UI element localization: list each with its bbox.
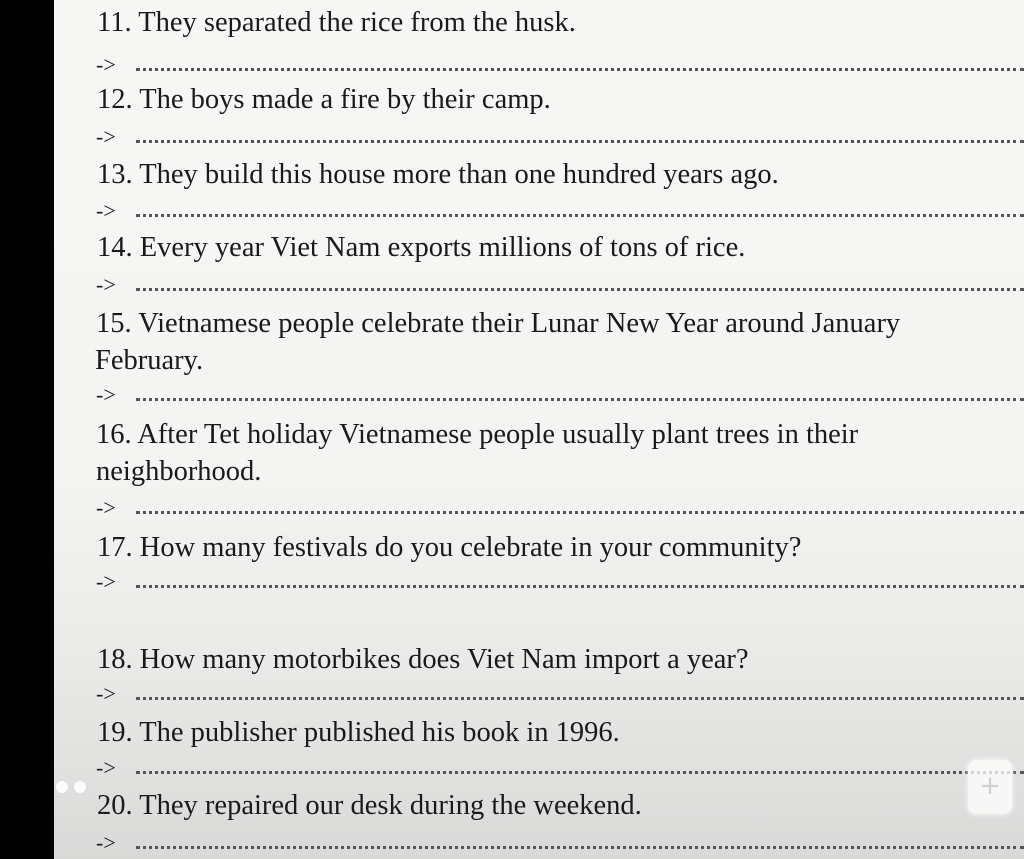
dotted-line [136, 214, 1024, 217]
dotted-line [136, 68, 1024, 71]
plus-icon: + [979, 771, 1001, 801]
question-text: 15. Vietnamese people celebrate their Lunar New Year around January February. [95, 308, 901, 376]
answer-line[interactable] [96, 683, 1024, 705]
arrow-icon: -> [96, 198, 116, 223]
question-text: 20. They repaired our desk during the weekend. [97, 790, 642, 821]
question-text: 18. How many motorbikes does Viet Nam import a year? [97, 644, 749, 675]
arrow-icon: -> [96, 755, 116, 780]
arrow-icon: -> [96, 124, 116, 149]
arrow-icon: -> [96, 495, 116, 520]
floating-add-button[interactable] [968, 760, 1012, 814]
question-text: 11. They separated the rice from the husk. [97, 7, 576, 38]
dotted-line [136, 140, 1024, 143]
answer-line[interactable] [96, 497, 1024, 519]
more-options-icon[interactable] [0, 778, 76, 796]
arrow-icon: -> [96, 382, 116, 407]
answer-line[interactable] [96, 832, 1024, 854]
question-text: 17. How many festivals do you celebrate in your community? [97, 532, 802, 563]
answer-line[interactable] [96, 274, 1024, 296]
arrow-icon: -> [96, 681, 116, 706]
arrow-icon: -> [96, 52, 116, 77]
dotted-line [136, 697, 1024, 700]
dot [56, 781, 68, 793]
question-text: 19. The publisher published his book in 1996. [97, 717, 620, 748]
dotted-line [136, 398, 1024, 401]
dotted-line [136, 288, 1024, 291]
dot [74, 781, 86, 793]
dotted-line [136, 511, 1024, 514]
answer-line[interactable] [96, 571, 1024, 593]
dotted-line [136, 771, 1024, 774]
question-text: 14. Every year Viet Nam exports millions of tons of rice. [97, 232, 746, 263]
answer-line[interactable] [96, 54, 1024, 76]
answer-line[interactable] [96, 200, 1024, 222]
dotted-line [136, 585, 1024, 588]
arrow-icon: -> [96, 272, 116, 297]
dotted-line [136, 846, 1024, 849]
question-text: 12. The boys made a fire by their camp. [97, 84, 551, 115]
question-text: 13. They build this house more than one hundred years ago. [97, 159, 779, 190]
answer-line[interactable] [96, 757, 1024, 779]
arrow-icon: -> [96, 830, 116, 855]
question-text: 16. After Tet holiday Vietnamese people usually plant trees in their neighborhood. [96, 419, 859, 487]
answer-line[interactable] [96, 384, 1024, 406]
worksheet-page [54, 0, 1024, 859]
arrow-icon: -> [96, 569, 116, 594]
answer-line[interactable] [96, 126, 1024, 148]
